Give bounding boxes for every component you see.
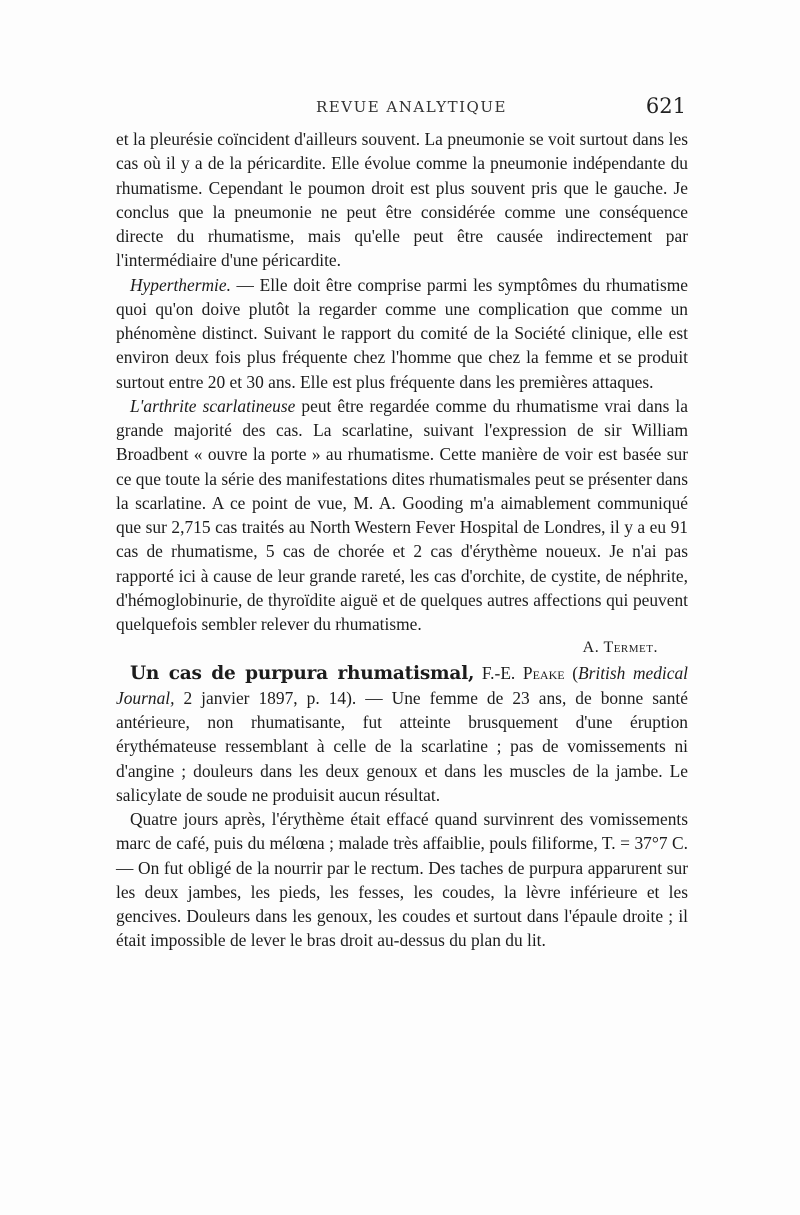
section-lead-arthrite: L'arthrite scarlatineuse [130, 395, 296, 416]
journal-open: ( [564, 662, 578, 683]
body-text [116, 127, 688, 953]
article-citation-body: 2 janvier 1897, p. 14). — Une femme de 23 ans, de bonne santé antérieure, non rhumatisante, fut atteinte brusquement d'une éruption érythémateuse ressemblant à celle de la scarlatine ; pas de vomissements ni d'angine ; douleurs dans les deux genoux et dans les muscles de la jambe. Le salicylate de soude ne produisit aucun résultat. [116, 687, 688, 805]
paragraph-arthrite [116, 394, 688, 637]
page-number: 621 [645, 94, 686, 118]
article-purpura [116, 661, 688, 808]
author-prefix: F.-E. [474, 662, 523, 683]
section-lead-hyperthermie: Hyperthermie. [130, 274, 231, 295]
article-title: Un cas de purpura rhumatismal, [130, 662, 475, 684]
article-author: Peake [522, 662, 565, 683]
paragraph-hyperthermie [116, 273, 688, 394]
page-header [116, 94, 686, 124]
journal-name: British medical Journal, [116, 662, 689, 708]
paragraph-arthrite-body: peut être regardée comme du rhumatisme vrai dans la grande majorité des cas. La scarlatine, suivant l'expression de sir William Broadbent « ouvre la porte » au rhumatisme. Cette manière de voir est basée sur ce que toute la série des manifestations dites rhumatismales peut se présenter dans la scarlatine. A ce point de vue, M. A. Gooding m'a aimablement communiqué que sur 2,715 cas traités au North Western Fever Hospital de Londres, il y a eu 91 cas de rhumatisme, 5 cas de chorée et 2 cas d'érythème noueux. Je n'ai pas rapporté ici à cause de leur grande rareté, les cas d'orchite, de cystite, de néphrite, d'hémoglobinurie, de thyroïdite aiguë et de quelques autres affections qui peuvent quelquefois sembler relever du rhumatisme. [116, 395, 688, 634]
paragraph-pneumonie: et la pleurésie coïncident d'ailleurs souvent. La pneumonie se voit surtout dans les cas où il y a de la péricardite. Elle évolue comme la pneumonie indépendante du rhumatisme. Cependant le poumon droit est plus souvent pris que le gauche. Je conclus que la pneumonie ne peut être considérée comme une conséquence directe du rhumatisme, mais qu'elle peut être causée indirectement par l'intermédiaire d'une péricardite. [116, 129, 688, 271]
paragraph-hyperthermie-body: — Elle doit être comprise parmi les symptômes du rhumatisme quoi qu'on doive plutôt la regarder comme une complication que comme un phénomène distinct. Suivant le rapport du comité de la Société clinique, elle est environ deux fois plus fréquente chez l'homme que chez la femme et se produit surtout entre 20 et 30 ans. Elle est plus fréquente dans les premières attaques. [116, 274, 688, 392]
author-signature: A. Termet. [582, 639, 658, 657]
running-head: REVUE ANALYTIQUE [316, 98, 507, 116]
paragraph-quatre-jours: Quatre jours après, l'érythème était effacé quand survinrent des vomissements marc de café, puis du mélœna ; malade très affaiblie, pouls filiforme, T. = 37°7 C. — On fut obligé de la nourrir par le rectum. Des taches de purpura apparurent sur les deux jambes, les pieds, les fesses, les coudes, la lèvre inférieure et les gencives. Douleurs dans les genoux, les coudes et surtout dans l'épaule droite ; il était impossible de lever le bras droit au-dessus du plan du lit. [116, 809, 688, 951]
